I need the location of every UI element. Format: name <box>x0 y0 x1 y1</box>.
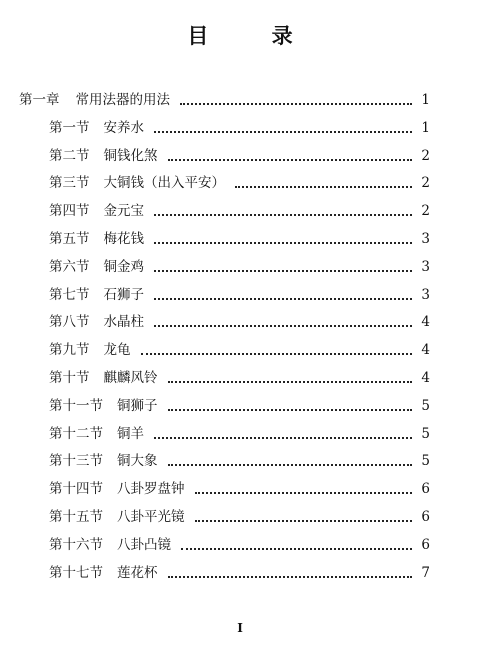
toc-section-entry <box>0 201 480 221</box>
toc-page-number: 2 <box>421 203 430 219</box>
toc-entry-label <box>49 507 185 527</box>
toc-page-number: 6 <box>421 537 430 553</box>
toc-entry-label <box>49 451 158 471</box>
toc-entry-title: 麒麟风铃 <box>103 370 158 386</box>
toc-page-number: 1 <box>421 120 430 136</box>
toc-entry-number: 第十节 <box>49 370 90 386</box>
toc-entry-title: 铜狮子 <box>117 398 158 414</box>
toc-entry-label <box>49 396 158 416</box>
toc-entry-number: 第一章 <box>19 92 60 108</box>
toc-section-entry <box>0 173 480 193</box>
toc-entry-label <box>49 229 144 249</box>
toc-entry-number: 第十二节 <box>49 426 103 442</box>
toc-entry-label <box>49 312 144 332</box>
toc-section-entry <box>0 229 480 249</box>
toc-page-number: 6 <box>421 509 430 525</box>
toc-section-entry <box>0 368 480 388</box>
toc-entry-number: 第三节 <box>49 175 90 191</box>
page-title: 目 录 <box>187 23 321 48</box>
page-number-mark: I <box>237 621 243 635</box>
toc-dot-leader <box>168 576 412 578</box>
toc-entry-number: 第十七节 <box>49 565 103 581</box>
toc-page-number: 5 <box>421 453 430 469</box>
toc-entry-title: 大铜钱（出入平安） <box>103 175 225 191</box>
toc-dot-leader <box>168 381 412 383</box>
toc-entry-title: 铜金鸡 <box>103 259 144 275</box>
toc-entry-label <box>49 535 171 555</box>
toc-entry-label <box>49 146 158 166</box>
toc-entry-number: 第十四节 <box>49 481 103 497</box>
toc-entry-number: 第四节 <box>49 203 90 219</box>
toc-page-number: 2 <box>421 175 430 191</box>
toc-section-entry <box>0 396 480 416</box>
toc-entry-title: 八卦平光镜 <box>117 509 185 525</box>
toc-page-number: 4 <box>421 342 430 358</box>
toc-entry-title: 八卦罗盘钟 <box>117 481 185 497</box>
toc-entry-label <box>19 90 170 110</box>
toc-entry-number: 第六节 <box>49 259 90 275</box>
toc-entry-number: 第十一节 <box>49 398 103 414</box>
toc-dot-leader <box>168 464 412 466</box>
toc-section-entry <box>0 340 480 360</box>
toc-entry-number: 第八节 <box>49 314 90 330</box>
toc-entry-label <box>49 424 144 444</box>
toc-page-number: 5 <box>421 398 430 414</box>
toc-section-entry <box>0 424 480 444</box>
toc-section-entry <box>0 257 480 277</box>
toc-entry-label <box>49 118 144 138</box>
toc-section-entry <box>0 535 480 555</box>
toc-entry-title: 龙龟 <box>103 342 131 358</box>
toc-dot-leader <box>180 103 412 105</box>
toc-section-entry <box>0 507 480 527</box>
toc-dot-leader <box>168 159 412 161</box>
toc-entry-label <box>49 479 185 499</box>
toc-entry-number: 第五节 <box>49 231 90 247</box>
toc-entry-title: 安养水 <box>103 120 144 136</box>
toc-page-number: 5 <box>421 426 430 442</box>
toc-dot-leader <box>154 325 412 327</box>
toc-dot-leader <box>141 353 412 355</box>
toc-section-entry <box>0 312 480 332</box>
toc-entry-label <box>49 285 144 305</box>
toc-entry-title: 铜羊 <box>117 426 144 442</box>
toc-entry-title: 铜钱化煞 <box>103 148 158 164</box>
toc-chapter-entry <box>0 90 480 110</box>
toc-page-number: 6 <box>421 481 430 497</box>
toc-section-entry <box>0 146 480 166</box>
toc-entry-label <box>49 201 144 221</box>
toc-dot-leader <box>154 298 412 300</box>
toc-dot-leader <box>181 548 412 550</box>
toc-dot-leader <box>168 409 412 411</box>
toc-entry-title: 水晶柱 <box>103 314 144 330</box>
toc-dot-leader <box>154 270 412 272</box>
toc-entry-title: 八卦凸镜 <box>117 537 171 553</box>
toc-dot-leader <box>195 520 412 522</box>
toc-page-number: 4 <box>421 314 430 330</box>
toc-entry-number: 第十六节 <box>49 537 103 553</box>
toc-dot-leader <box>154 242 412 244</box>
toc-entry-label <box>49 368 158 388</box>
toc-section-entry <box>0 285 480 305</box>
toc-entry-label <box>49 563 158 583</box>
toc-entry-label <box>49 173 225 193</box>
toc-page-number: 1 <box>421 92 430 108</box>
toc-page-number: 3 <box>421 259 430 275</box>
toc-entry-number: 第十三节 <box>49 453 103 469</box>
toc-entry-title: 石狮子 <box>103 287 144 303</box>
toc-section-entry <box>0 563 480 583</box>
toc-entry-number: 第一节 <box>49 120 90 136</box>
toc-page-number: 7 <box>421 565 430 581</box>
toc-entry-title: 金元宝 <box>103 203 144 219</box>
toc-section-entry <box>0 479 480 499</box>
toc-entry-title: 莲花杯 <box>117 565 158 581</box>
toc-page-number: 3 <box>421 231 430 247</box>
toc-dot-leader <box>154 131 412 133</box>
toc-entry-number: 第十五节 <box>49 509 103 525</box>
toc-dot-leader <box>154 437 412 439</box>
toc-entry-label <box>49 257 144 277</box>
toc-section-entry <box>0 118 480 138</box>
toc-dot-leader <box>154 214 412 216</box>
toc-page-number: 4 <box>421 370 430 386</box>
toc-dot-leader <box>235 186 412 188</box>
toc-entry-number: 第二节 <box>49 148 90 164</box>
toc-section-entry <box>0 451 480 471</box>
toc-page-number: 2 <box>421 148 430 164</box>
toc-dot-leader <box>195 492 412 494</box>
toc-entry-title: 常用法器的用法 <box>75 92 170 108</box>
toc-entry-number: 第七节 <box>49 287 90 303</box>
toc-entry-title: 铜大象 <box>117 453 158 469</box>
toc-page-number: 3 <box>421 287 430 303</box>
toc-entry-title: 梅花钱 <box>103 231 144 247</box>
toc-entry-number: 第九节 <box>49 342 90 358</box>
toc-entry-label <box>49 340 131 360</box>
